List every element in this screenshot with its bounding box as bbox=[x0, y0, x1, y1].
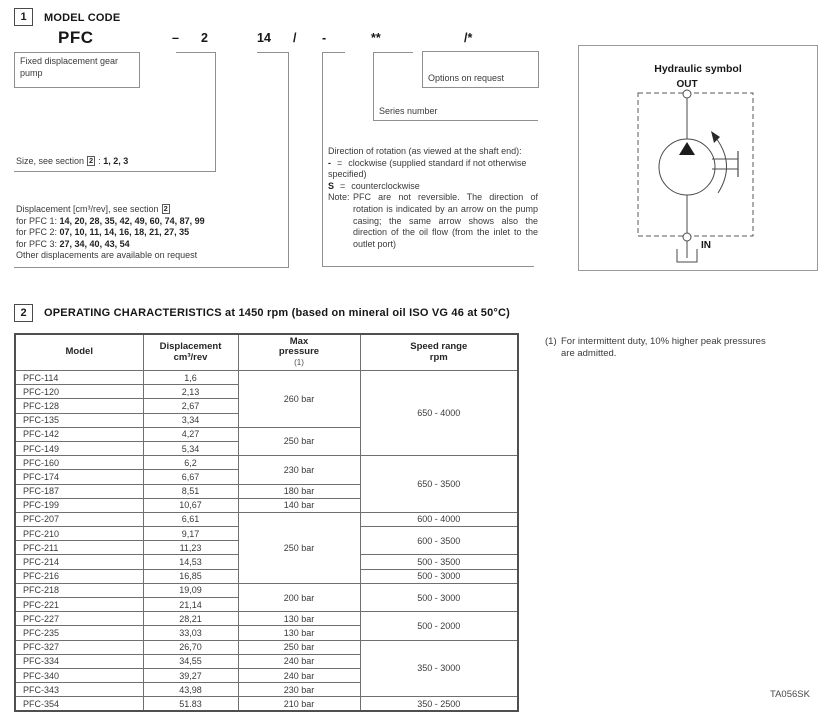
rotation-note-clockwise bbox=[328, 158, 538, 181]
cell-displacement: 14,53 bbox=[143, 555, 238, 569]
options-note-box bbox=[422, 51, 539, 88]
model-code-rotation: - bbox=[322, 31, 327, 45]
pfc1-values: 14, 20, 28, 35, 42, 49, 60, 74, 87, 99 bbox=[59, 215, 205, 226]
section-ref-box: 2 bbox=[163, 204, 168, 213]
cell-speed-range: 650 - 4000 bbox=[360, 371, 518, 456]
rotation-note bbox=[328, 146, 538, 250]
cell-displacement: 10,67 bbox=[143, 498, 238, 512]
cell-max-pressure: 260 bar bbox=[238, 371, 360, 428]
cell-max-pressure: 230 bar bbox=[238, 456, 360, 484]
table-row bbox=[15, 612, 518, 626]
cell-model: PFC-354 bbox=[15, 697, 143, 711]
cell-max-pressure: 210 bar bbox=[238, 697, 360, 711]
table-header-row bbox=[15, 334, 518, 371]
cell-displacement: 43,98 bbox=[143, 683, 238, 697]
section1-number-box: 1 bbox=[14, 8, 33, 26]
model-code-slash: / bbox=[293, 31, 297, 45]
section1-title: MODEL CODE bbox=[44, 12, 121, 24]
cell-model: PFC-149 bbox=[15, 441, 143, 455]
pfc1-label: for PFC 1: bbox=[16, 215, 58, 226]
cell-model: PFC-174 bbox=[15, 470, 143, 484]
cell-speed-range: 350 - 2500 bbox=[360, 697, 518, 711]
series-leader-vertical bbox=[373, 52, 374, 120]
cell-displacement: 16,85 bbox=[143, 569, 238, 583]
displacement-note-line2 bbox=[16, 216, 288, 228]
displacement-note bbox=[16, 204, 288, 262]
model-code-dash: – bbox=[172, 31, 179, 45]
col-header-pressure: Max pressure (1) bbox=[238, 334, 360, 371]
cell-displacement: 5,34 bbox=[143, 441, 238, 455]
cell-displacement: 33,03 bbox=[143, 626, 238, 640]
size-note-colon: : bbox=[98, 156, 101, 166]
cell-max-pressure: 200 bar bbox=[238, 583, 360, 611]
cell-displacement: 2,67 bbox=[143, 399, 238, 413]
equals-sign: = bbox=[337, 157, 343, 168]
operating-table-body bbox=[15, 371, 518, 712]
size-leader-bottom bbox=[14, 171, 216, 172]
cell-model: PFC-216 bbox=[15, 569, 143, 583]
cell-displacement: 9,17 bbox=[143, 527, 238, 541]
model-code-pfc: PFC bbox=[58, 28, 94, 47]
series-leader-top bbox=[373, 52, 413, 53]
footnote-label: (1) bbox=[545, 336, 557, 347]
pfc3-values: 27, 34, 40, 43, 54 bbox=[59, 238, 130, 249]
hydraulic-symbol-drawing bbox=[579, 46, 817, 270]
cell-max-pressure: 240 bar bbox=[238, 654, 360, 668]
rotation-leader-top bbox=[322, 52, 345, 53]
cell-displacement: 6,61 bbox=[143, 512, 238, 526]
cell-model: PFC-221 bbox=[15, 598, 143, 612]
rotation-leader-vertical bbox=[322, 52, 323, 266]
model-code-options: /* bbox=[464, 31, 473, 45]
counterclockwise-text: counterclockwise bbox=[351, 180, 420, 191]
note-text: PFC are not reversible. The direction of rotation is indicated by an arrow on the pump casing; the same arrow shows also the direction of the oil flow (from the inlet to the outlet port) bbox=[353, 192, 538, 249]
cell-displacement: 19,09 bbox=[143, 583, 238, 597]
table-row bbox=[15, 371, 518, 385]
cell-displacement: 21,14 bbox=[143, 598, 238, 612]
cell-max-pressure: 140 bar bbox=[238, 498, 360, 512]
col-header-model: Model bbox=[15, 334, 143, 371]
series-leader-bottom bbox=[373, 120, 538, 121]
section-ref-box: 2 bbox=[89, 156, 94, 165]
size-note-pre: Size, see section bbox=[16, 156, 85, 166]
cell-model: PFC-187 bbox=[15, 484, 143, 498]
clockwise-symbol: - bbox=[328, 157, 331, 168]
in-port-label: IN bbox=[701, 240, 711, 251]
cell-displacement: 28,21 bbox=[143, 612, 238, 626]
cell-max-pressure: 180 bar bbox=[238, 484, 360, 498]
table-row bbox=[15, 512, 518, 526]
cell-displacement: 1,6 bbox=[143, 371, 238, 385]
cell-displacement: 34,55 bbox=[143, 654, 238, 668]
pfc2-values: 07, 10, 11, 14, 16, 18, 21, 27, 35 bbox=[59, 227, 190, 238]
pfc3-label: for PFC 3: bbox=[16, 238, 58, 249]
cell-model: PFC-214 bbox=[15, 555, 143, 569]
rotation-note-note bbox=[328, 192, 538, 250]
cell-max-pressure: 130 bar bbox=[238, 626, 360, 640]
displacement-leader-vertical bbox=[288, 52, 289, 267]
cell-model: PFC-327 bbox=[15, 640, 143, 654]
size-leader-vertical bbox=[215, 52, 216, 171]
note-label: Note: bbox=[328, 192, 350, 203]
cell-displacement: 8,51 bbox=[143, 484, 238, 498]
cell-model: PFC-343 bbox=[15, 683, 143, 697]
displacement-leader-bottom bbox=[14, 267, 289, 268]
cell-displacement: 6,67 bbox=[143, 470, 238, 484]
cell-model: PFC-199 bbox=[15, 498, 143, 512]
cell-max-pressure: 130 bar bbox=[238, 612, 360, 626]
cell-displacement: 11,23 bbox=[143, 541, 238, 555]
displacement-note-line1 bbox=[16, 204, 288, 216]
cell-speed-range: 500 - 3500 bbox=[360, 555, 518, 569]
cell-speed-range: 500 - 2000 bbox=[360, 612, 518, 640]
out-port-icon bbox=[683, 90, 691, 98]
cell-max-pressure: 250 bar bbox=[238, 640, 360, 654]
cell-model: PFC-160 bbox=[15, 456, 143, 470]
cell-model: PFC-120 bbox=[15, 385, 143, 399]
document-code: TA056SK bbox=[770, 689, 810, 700]
cell-displacement: 4,27 bbox=[143, 427, 238, 441]
table-row bbox=[15, 456, 518, 470]
displacement-note-line3 bbox=[16, 227, 288, 239]
cell-max-pressure: 230 bar bbox=[238, 683, 360, 697]
operating-characteristics-table bbox=[14, 333, 519, 712]
cell-model: PFC-334 bbox=[15, 654, 143, 668]
displacement-leader-top bbox=[257, 52, 289, 53]
displacement-note-line4 bbox=[16, 239, 288, 251]
cell-model: PFC-340 bbox=[15, 668, 143, 682]
rotation-leader-bottom bbox=[322, 266, 534, 267]
cell-speed-range: 350 - 3000 bbox=[360, 640, 518, 697]
counterclockwise-symbol: S bbox=[328, 180, 335, 191]
cell-displacement: 51.83 bbox=[143, 697, 238, 711]
out-port-label: OUT bbox=[676, 79, 698, 90]
cell-max-pressure: 250 bar bbox=[238, 427, 360, 455]
clockwise-text: clockwise (supplied standard if not otherwise specified) bbox=[328, 157, 527, 180]
cell-model: PFC-227 bbox=[15, 612, 143, 626]
rotation-note-intro: Direction of rotation (as viewed at the shaft end): bbox=[328, 146, 522, 156]
rotation-note-counterclockwise bbox=[328, 181, 538, 193]
hydraulic-symbol-title: Hydraulic symbol bbox=[654, 63, 742, 75]
cell-max-pressure: 250 bar bbox=[238, 512, 360, 583]
col-header-displacement: Displacement cm³/rev bbox=[143, 334, 238, 371]
cell-model: PFC-142 bbox=[15, 427, 143, 441]
section2-number-box: 2 bbox=[14, 304, 33, 322]
equals-sign: = bbox=[340, 180, 346, 191]
section2-title: OPERATING CHARACTERISTICS at 1450 rpm (based on mineral oil ISO VG 46 at 50°C) bbox=[44, 307, 511, 319]
cell-speed-range: 600 - 4000 bbox=[360, 512, 518, 526]
displacement-note-line5: Other displacements are available on request bbox=[16, 250, 198, 261]
cell-displacement: 3,34 bbox=[143, 413, 238, 427]
table-row bbox=[15, 640, 518, 654]
pump-note-text: Fixed displacement gear pump bbox=[20, 56, 119, 78]
hydraulic-symbol-panel bbox=[578, 45, 818, 271]
cell-speed-range: 500 - 3000 bbox=[360, 583, 518, 611]
cell-speed-range: 600 - 3500 bbox=[360, 527, 518, 555]
table-row bbox=[15, 583, 518, 597]
cell-model: PFC-210 bbox=[15, 527, 143, 541]
cell-speed-range: 500 - 3000 bbox=[360, 569, 518, 583]
footnote-text: For intermittent duty, 10% higher peak pressures are admitted. bbox=[561, 336, 766, 359]
cell-displacement: 2,13 bbox=[143, 385, 238, 399]
cell-speed-range: 650 - 3500 bbox=[360, 456, 518, 513]
options-note-text: Options on request bbox=[428, 73, 505, 83]
displacement-note-pre: Displacement [cm³/rev], see section bbox=[16, 204, 159, 214]
pump-note-box bbox=[14, 52, 140, 88]
cell-displacement: 6,2 bbox=[143, 456, 238, 470]
size-leader-top bbox=[176, 52, 216, 53]
table-row bbox=[15, 697, 518, 711]
cell-model: PFC-235 bbox=[15, 626, 143, 640]
cell-max-pressure: 240 bar bbox=[238, 668, 360, 682]
in-port-icon bbox=[683, 233, 691, 241]
size-note-values: 1, 2, 3 bbox=[103, 156, 129, 166]
col-header-speed: Speed range rpm bbox=[360, 334, 518, 371]
model-code-series: ** bbox=[371, 31, 381, 45]
cell-displacement: 26,70 bbox=[143, 640, 238, 654]
cell-model: PFC-135 bbox=[15, 413, 143, 427]
footnote-1 bbox=[545, 336, 813, 360]
series-note: Series number bbox=[379, 106, 438, 116]
cell-model: PFC-114 bbox=[15, 371, 143, 385]
rotation-arc-icon bbox=[716, 138, 727, 193]
cell-model: PFC-207 bbox=[15, 512, 143, 526]
pfc2-label: for PFC 2: bbox=[16, 227, 58, 238]
model-code-disp: 14 bbox=[257, 31, 271, 45]
cell-model: PFC-211 bbox=[15, 541, 143, 555]
cell-model: PFC-218 bbox=[15, 583, 143, 597]
size-note bbox=[16, 156, 128, 168]
cell-model: PFC-128 bbox=[15, 399, 143, 413]
cell-displacement: 39,27 bbox=[143, 668, 238, 682]
model-code-size: 2 bbox=[201, 31, 208, 45]
